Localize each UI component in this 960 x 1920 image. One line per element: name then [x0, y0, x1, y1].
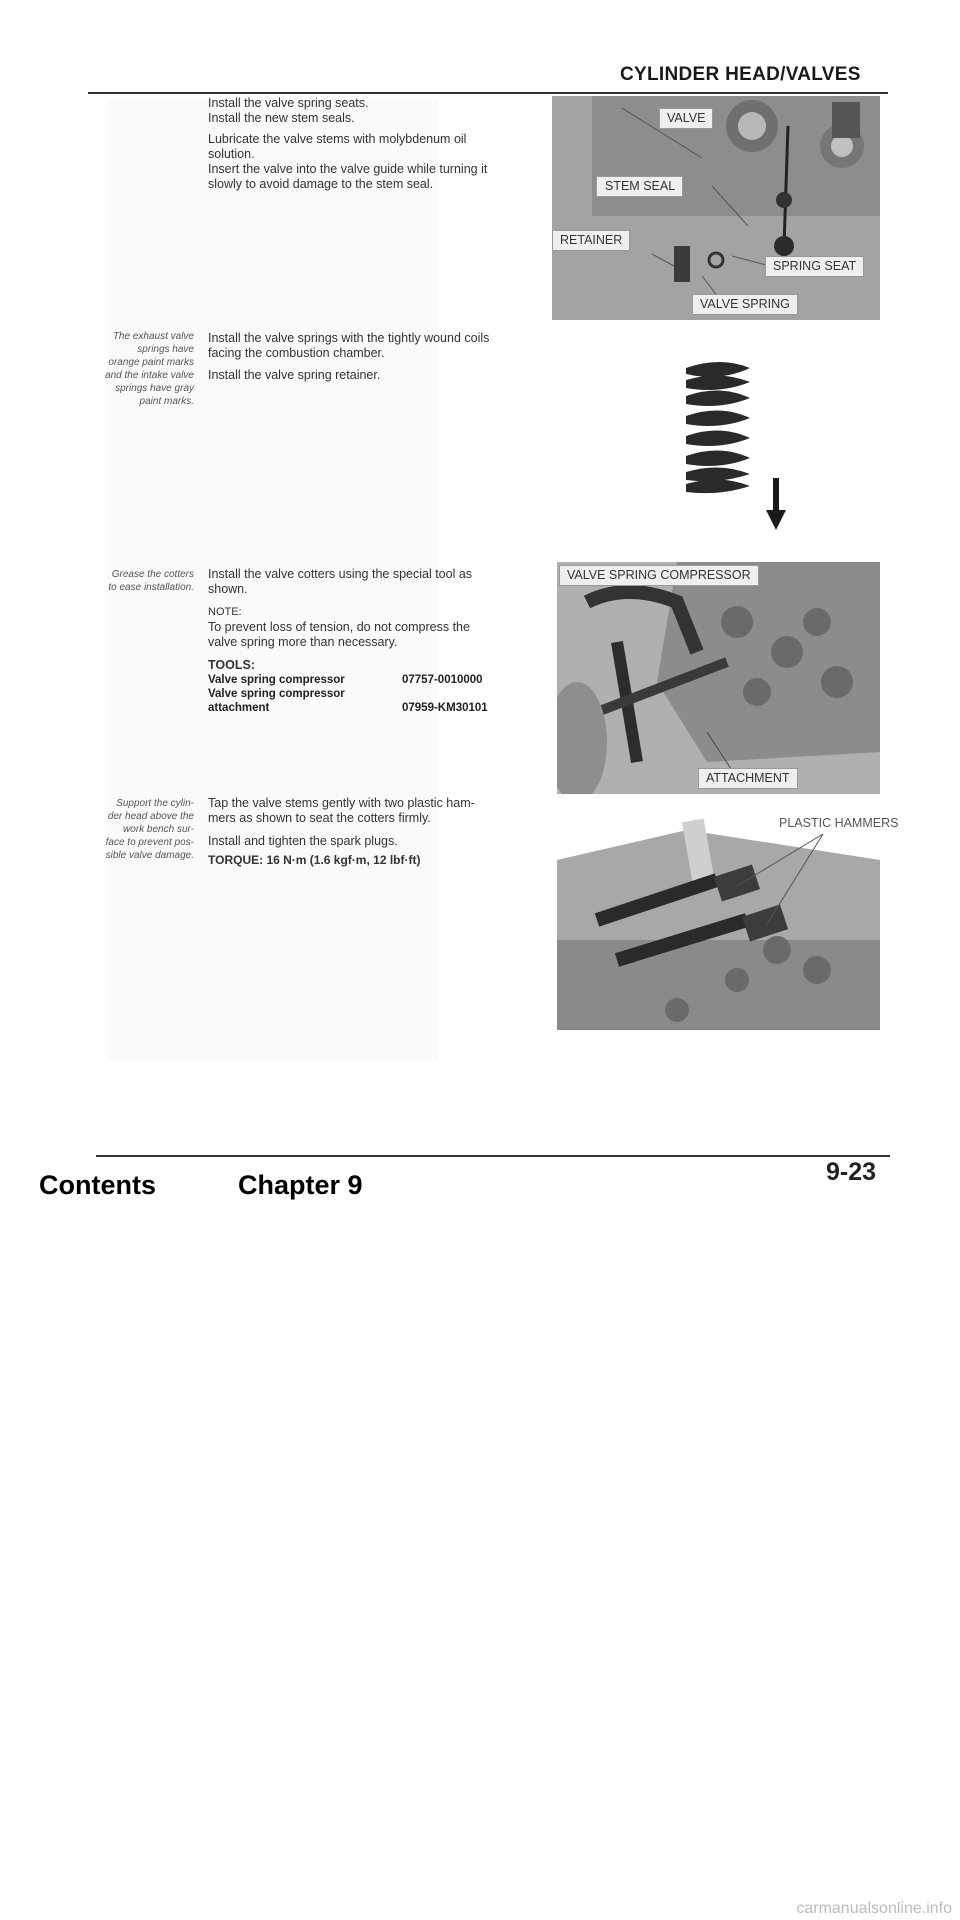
- side-note-line: Support the cylin-: [116, 798, 194, 809]
- step3-line: Install the valve cotters using the special tool as: [208, 567, 473, 581]
- tool-name: attachment: [208, 702, 270, 714]
- step2-line: facing the combustion chamber.: [208, 346, 385, 360]
- side-note-line: springs have: [137, 344, 194, 355]
- tool-name: Valve spring compressor: [208, 674, 345, 686]
- step1-line: slowly to avoid damage to the stem seal.: [208, 177, 434, 191]
- header-divider: [88, 92, 888, 94]
- side-note-line: and the intake valve: [105, 370, 194, 381]
- step1-text: [208, 96, 548, 192]
- tools-label: TOOLS:: [208, 658, 255, 672]
- label-valve: VALVE: [659, 108, 713, 129]
- tool-name: Valve spring compressor: [208, 688, 345, 700]
- step1-line: Insert the valve into the valve guide while turning it: [208, 162, 488, 176]
- side-note-line: der head above the: [107, 811, 194, 822]
- step2-line: Install the valve springs with the tightly wound coils: [208, 331, 490, 345]
- page-header-title: CYLINDER HEAD/VALVES: [620, 64, 861, 85]
- label-stem-seal: STEM SEAL: [596, 176, 683, 197]
- side-note-line: Grease the cotters: [111, 569, 194, 580]
- contents-link[interactable]: Contents: [39, 1170, 156, 1200]
- label-retainer: RETAINER: [552, 230, 630, 251]
- chapter-link[interactable]: Chapter 9: [238, 1170, 363, 1200]
- spring-coil-illustration: [680, 360, 790, 530]
- side-note-line: to ease installation.: [108, 582, 194, 593]
- plastic-hammers-photo: [557, 800, 899, 1030]
- valve-assembly-photo: [552, 96, 880, 320]
- step2-text: [208, 331, 548, 383]
- valve-assembly-illustration: [552, 96, 880, 320]
- step4-side-note: [84, 797, 194, 862]
- side-note-line: sible valve damage.: [105, 850, 194, 861]
- note-label: NOTE:: [208, 606, 242, 618]
- step4-line: Tap the valve stems gently with two plastic ham-: [208, 796, 475, 810]
- step1-line: Lubricate the valve stems with molybdenum oil: [208, 132, 467, 146]
- side-note-line: springs have gray: [115, 383, 194, 394]
- step3-line: shown.: [208, 582, 248, 596]
- label-valve-spring: VALVE SPRING: [692, 294, 798, 315]
- side-note-line: work bench sur-: [123, 824, 194, 835]
- tool-row: [208, 687, 553, 701]
- hammers-illustration: [557, 800, 880, 1030]
- step3-side-note: [84, 568, 194, 594]
- side-note-line: The exhaust valve: [112, 331, 194, 342]
- page-number: 9-23: [826, 1158, 877, 1186]
- step4-line: Install and tighten the spark plugs.: [208, 834, 398, 848]
- note-line: To prevent loss of tension, do not compress the: [208, 620, 470, 634]
- tool-part-number: 07757-0010000: [402, 674, 483, 686]
- tool-row: [208, 701, 553, 715]
- step1-line: Install the valve spring seats.: [208, 96, 369, 110]
- footer-divider: [96, 1155, 890, 1157]
- label-plastic-hammers: PLASTIC HAMMERS: [779, 816, 899, 830]
- arrow-down-icon: [766, 478, 786, 530]
- torque-spec: TORQUE: 16 N·m (1.6 kgf·m, 12 lbf·ft): [208, 853, 421, 867]
- side-note-line: face to prevent pos-: [105, 837, 194, 848]
- watermark-url: carmanualsonline.info: [796, 1900, 952, 1917]
- step1-line: solution.: [208, 147, 255, 161]
- compressor-illustration: [557, 562, 880, 794]
- label-attachment: ATTACHMENT: [698, 768, 798, 789]
- tool-part-number: 07959-KM30101: [402, 702, 488, 714]
- step4-text: [208, 796, 553, 868]
- label-spring-seat: SPRING SEAT: [765, 256, 864, 277]
- valve-spring-compressor-photo: [557, 562, 880, 794]
- label-valve-spring-compressor: VALVE SPRING COMPRESSOR: [559, 565, 759, 586]
- side-note-line: paint marks.: [139, 396, 194, 407]
- step1-line: Install the new stem seals.: [208, 111, 355, 125]
- step4-line: mers as shown to seat the cotters firmly.: [208, 811, 431, 825]
- step2-side-note: [84, 330, 194, 408]
- note-line: valve spring more than necessary.: [208, 635, 398, 649]
- step2-line: Install the valve spring retainer.: [208, 368, 381, 382]
- side-note-line: orange paint marks: [108, 357, 194, 368]
- tool-row: [208, 673, 553, 687]
- step3-text: [208, 567, 553, 715]
